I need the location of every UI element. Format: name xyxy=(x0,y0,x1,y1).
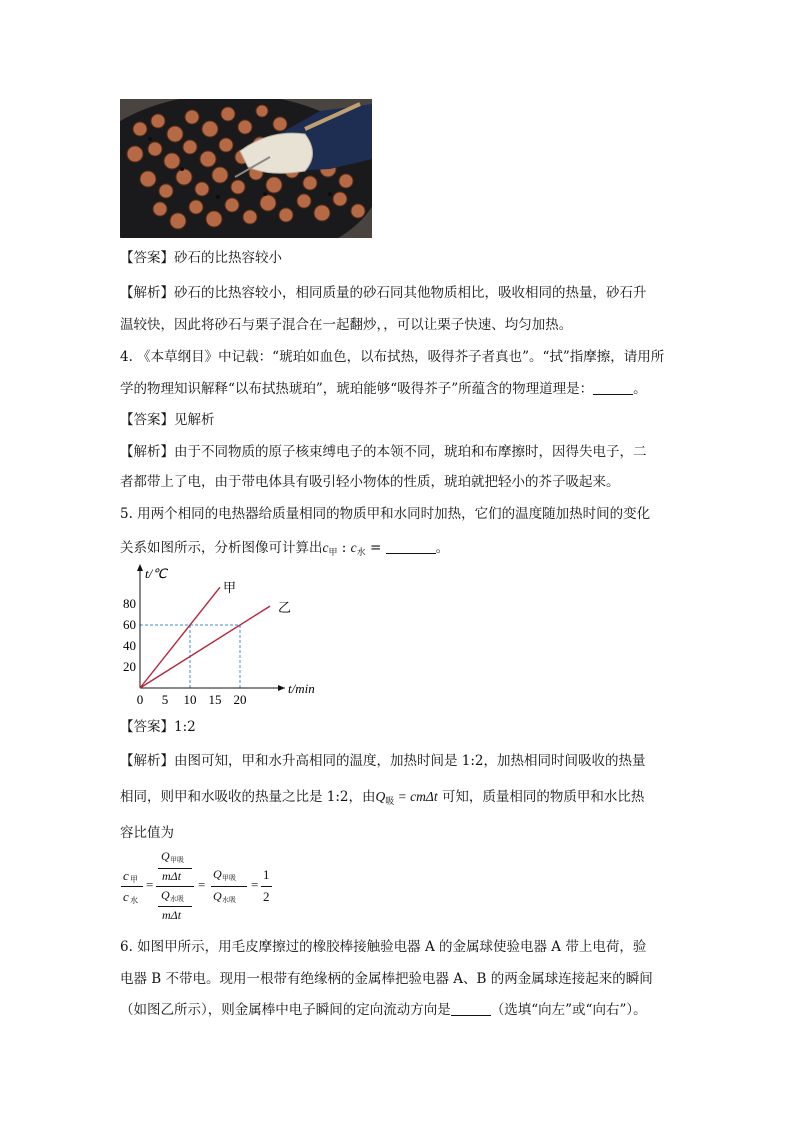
c-symbol: c xyxy=(322,540,329,555)
answer-row-prev xyxy=(120,246,282,266)
equals-sign: = xyxy=(146,877,154,892)
x-axis-arrow xyxy=(278,685,285,691)
q4-answer-blank xyxy=(593,393,633,395)
analysis-label: 【解析】 xyxy=(120,285,174,301)
fraction-bar xyxy=(121,886,143,887)
sub-jiaxi: 甲吸 xyxy=(222,874,236,882)
y-axis-label: t/℃ xyxy=(145,566,167,581)
sub-shui: 水 xyxy=(356,548,366,558)
q4-line-1: 4. 《本草纲目》中记载：“琥珀如血色，以布拭热，吸得芥子者真也”。“拭”指摩擦，请用所 xyxy=(120,349,665,365)
q-symbol: Q xyxy=(161,849,170,863)
series-label: 甲 xyxy=(223,580,237,596)
q6-answer-blank xyxy=(451,1014,491,1016)
equals-sign: = xyxy=(198,877,206,892)
sub-jia: 甲 xyxy=(130,875,138,884)
q-symbol: Q xyxy=(213,889,222,903)
analysis-text: 相同，则甲和水吸收的热量之比是 1:2，由 xyxy=(120,789,376,805)
q6-line-2: 电器 B 不带电。现用一根带有绝缘柄的金属棒把验电器 A、B 的两金属球连接起来的瞬间 xyxy=(120,971,653,987)
fraction-denominator: 2 xyxy=(263,889,270,904)
fraction-bar xyxy=(211,886,247,887)
x-axis-label: t/min xyxy=(288,681,315,696)
y-tick-label: 40 xyxy=(123,638,136,653)
q-symbol: Q xyxy=(213,867,222,881)
q5-line-1: 5. 用两个相同的电热器给质量相同的物质甲和水同时加热，它们的温度随加热时间的变化 xyxy=(120,506,651,522)
q4-period: 。 xyxy=(633,381,647,397)
x-tick-label: 20 xyxy=(233,692,247,707)
series-label: 乙 xyxy=(278,600,292,616)
series-line-1 xyxy=(140,606,270,688)
answer-label: 【答案】 xyxy=(120,719,174,735)
sub-jia: 甲 xyxy=(328,548,338,558)
temperature-time-chart xyxy=(110,560,340,710)
q6-line-3 xyxy=(120,998,647,1018)
q5-line-2-text: 关系如图所示，分析图像可计算出 xyxy=(120,540,323,556)
q5-analysis-row-2 xyxy=(120,785,644,807)
q5-period: 。 xyxy=(435,540,450,556)
y-tick-label: 80 xyxy=(123,596,136,611)
q5-answer-row xyxy=(120,715,196,735)
analysis-row-prev-1 xyxy=(120,281,647,301)
y-tick-label: 60 xyxy=(123,617,136,632)
m-delta-t: mΔt xyxy=(162,908,182,922)
sub-jiaxi: 甲吸 xyxy=(170,856,184,864)
chestnut-roasting-photo xyxy=(120,99,372,238)
y-axis-arrow xyxy=(137,564,143,571)
sub-shui: 水 xyxy=(130,896,138,905)
answer-text: 见解析 xyxy=(174,412,215,428)
c-symbol: c xyxy=(350,540,357,555)
analysis-label: 【解析】 xyxy=(120,753,174,769)
q-symbol: Q xyxy=(375,789,386,804)
fraction-bar xyxy=(158,906,192,907)
q5-analysis-row-1 xyxy=(120,749,646,769)
analysis-label: 【解析】 xyxy=(120,444,174,460)
x-tick-label: 10 xyxy=(183,692,197,707)
colon: : xyxy=(337,540,351,556)
fraction-numerator: 1 xyxy=(263,867,270,882)
answer-text: 砂石的比热容较小 xyxy=(174,250,282,266)
answer-text: 1:2 xyxy=(174,719,196,735)
m-delta-t: mΔt xyxy=(162,869,182,883)
analysis-text: 可知，质量相同的物质甲和水比热 xyxy=(441,789,645,805)
answer-label: 【答案】 xyxy=(120,250,174,266)
x-tick-label: 15 xyxy=(208,692,222,707)
q6-line-3-text: （如图乙所示），则金属棒中电子瞬间的定向流动方向是 xyxy=(120,1002,451,1018)
equals: = xyxy=(365,540,386,556)
analysis-row-prev-2: 温较快，因此将砂石与栗子混合在一起翻炒，，可以让栗子快速、均匀加热。 xyxy=(120,317,573,333)
sub-xi: 吸 xyxy=(385,797,395,807)
answer-label: 【答案】 xyxy=(120,412,174,428)
q5-analysis-row-3: 容比值为 xyxy=(120,825,174,841)
y-tick-label: 20 xyxy=(123,659,136,674)
equals-sign: = xyxy=(251,877,259,892)
x-tick-label: 0 xyxy=(136,692,144,707)
heat-formula: = cmΔt xyxy=(394,789,438,804)
sub-shuixi: 水吸 xyxy=(170,895,184,903)
q4-line-2 xyxy=(120,377,647,397)
q4-analysis-row-1 xyxy=(120,440,647,460)
analysis-text: 由于不同物质的原子核束缚电子的本领不同，琥珀和布摩擦时，因得失电子，二 xyxy=(174,444,647,460)
c-symbol: c xyxy=(123,889,129,904)
q-symbol: Q xyxy=(161,888,170,902)
sub-shuixi: 水吸 xyxy=(222,896,236,904)
q5-answer-blank xyxy=(386,552,436,554)
q5-line-2 xyxy=(120,536,449,558)
analysis-text: 砂石的比热容较小，相同质量的砂石同其他物质相比，吸收相同的热量，砂石升 xyxy=(174,285,647,301)
q6-line-1: 6. 如图甲所示，用毛皮摩擦过的橡胶棒接触验电器 A 的金属球使验电器 A 带上电荷，验 xyxy=(120,939,647,955)
q4-line-2-text: 学的物理知识解释“以布拭热琥珀”，琥珀能够“吸得芥子”所蕴含的物理道理是： xyxy=(120,381,594,397)
series-line-0 xyxy=(140,587,220,688)
q4-answer-row xyxy=(120,408,215,428)
fraction-bar xyxy=(261,886,272,887)
fraction-bar xyxy=(156,886,194,887)
q4-analysis-row-2: 者都带上了电，由于带电体具有吸引轻小物体的性质，琥珀就把轻小的芥子吸起来。 xyxy=(120,474,620,490)
c-symbol: c xyxy=(123,868,129,883)
specific-heat-ratio-formula xyxy=(118,848,288,928)
q6-line-3-end: （选填“向左”或“向右”）。 xyxy=(490,1002,647,1018)
analysis-text: 由图可知，甲和水升高相同的温度，加热时间是 1:2，加热相同时间吸收的热量 xyxy=(174,753,646,769)
x-tick-label: 5 xyxy=(161,692,169,707)
